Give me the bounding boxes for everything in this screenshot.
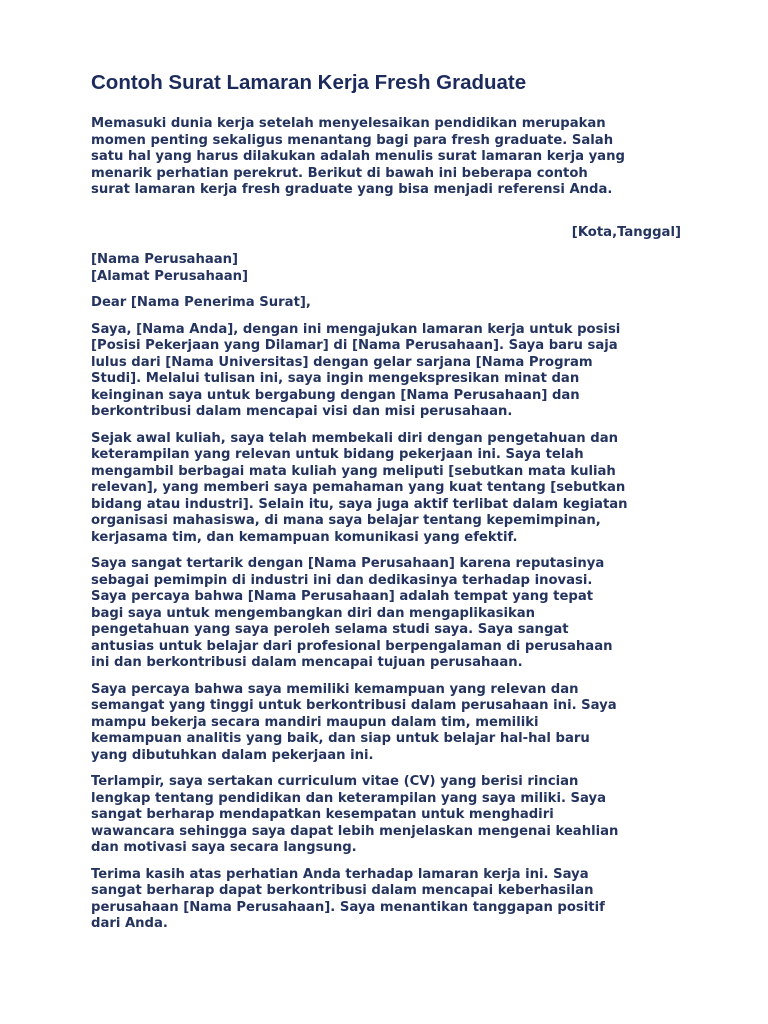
salutation: Dear [Nama Penerima Surat], <box>91 295 311 310</box>
body-paragraph: Saya sangat tertarik dengan [Nama Perusahaan] karena reputasinya sebagai pemimpin di industri ini dan dedikasinya terhadap inovasi. Saya percaya bahwa [Nama Perusahaan] adalah tempat yang tepat bagi saya untuk mengembangkan diri dan mengaplikasikan pengetahuan yang saya peroleh selama studi saya. Saya sangat antusias untuk belajar dari profesional berpengalaman di perusahaan ini dan berkontribusi dalam mencapai tujuan perusahaan. <box>91 556 613 670</box>
body-paragraph: Sejak awal kuliah, saya telah membekali diri dengan pengetahuan dan keterampilan yang relevan untuk bidang pekerjaan ini. Saya telah mengambil berbagai mata kuliah yang meliputi [sebutkan mata kuliah relevan], yang memberi saya pemahaman yang kuat tentang [sebutkan bidang atau industri]. Selain itu, saya juga aktif terlibat dalam kegiatan organisasi mahasiswa, di mana saya belajar tentang kepemimpinan, kerjasama tim, dan kemampuan komunikasi yang efektif. <box>91 430 628 545</box>
date-line: [Kota,Tanggal] <box>571 224 681 240</box>
document-page <box>91 70 681 943</box>
body-paragraph: Terima kasih atas perhatian Anda terhadap lamaran kerja ini. Saya sangat berharap dapat berkontribusi dalam mencapai keberhasilan perusahaan [Nama Perusahaan]. Saya menantikan tanggapan positif dari Anda. <box>91 866 605 931</box>
body-paragraph: Saya percaya bahwa saya memiliki kemampuan yang relevan dan semangat yang tinggi untuk berkontribusi dalam perusahaan ini. Saya mampu bekerja secara mandiri maupun dalam tim, memiliki kemampuan analitis yang baik, dan siap untuk belajar hal-hal baru yang dibutuhkan dalam pekerjaan ini. <box>91 681 617 763</box>
document-title: Contoh Surat Lamaran Kerja Fresh Graduate <box>91 71 527 94</box>
body-paragraph: Terlampir, saya sertakan curriculum vitae (CV) yang berisi rincian lengkap tentang pendidikan dan keterampilan yang saya miliki. Saya sangat berharap mendapatkan kesempatan untuk menghadiri wawancara sehingga saya dapat lebih menjelaskan mengenai keahlian dan motivasi saya secara langsung. <box>91 774 619 855</box>
intro-paragraph: Memasuki dunia kerja setelah menyelesaikan pendidikan merupakan momen penting sekaligus menantang bagi para fresh graduate. Salah satu hal yang harus dilakukan adalah menulis surat lamaran kerja yang menarik perhatian perekrut. Berikut di bawah ini beberapa contoh surat lamaran kerja fresh graduate yang bisa menjadi referensi Anda. <box>91 116 625 197</box>
recipient-company: [Nama Perusahaan] <box>91 252 239 267</box>
body-paragraph: Saya, [Nama Anda], dengan ini mengajukan lamaran kerja untuk posisi [Posisi Pekerjaan yang Dilamar] di [Nama Perusahaan]. Saya baru saja lulus dari [Nama Universitas] dengan gelar sarjana [Nama Program Studi]. Melalui tulisan ini, saya ingin mengekspresikan minat dan keinginan saya untuk bergabung dengan [Nama Perusahaan] dan berkontribusi dalam mencapai visi dan misi perusahaan. <box>91 321 621 419</box>
recipient-address: [Alamat Perusahaan] <box>91 268 249 284</box>
